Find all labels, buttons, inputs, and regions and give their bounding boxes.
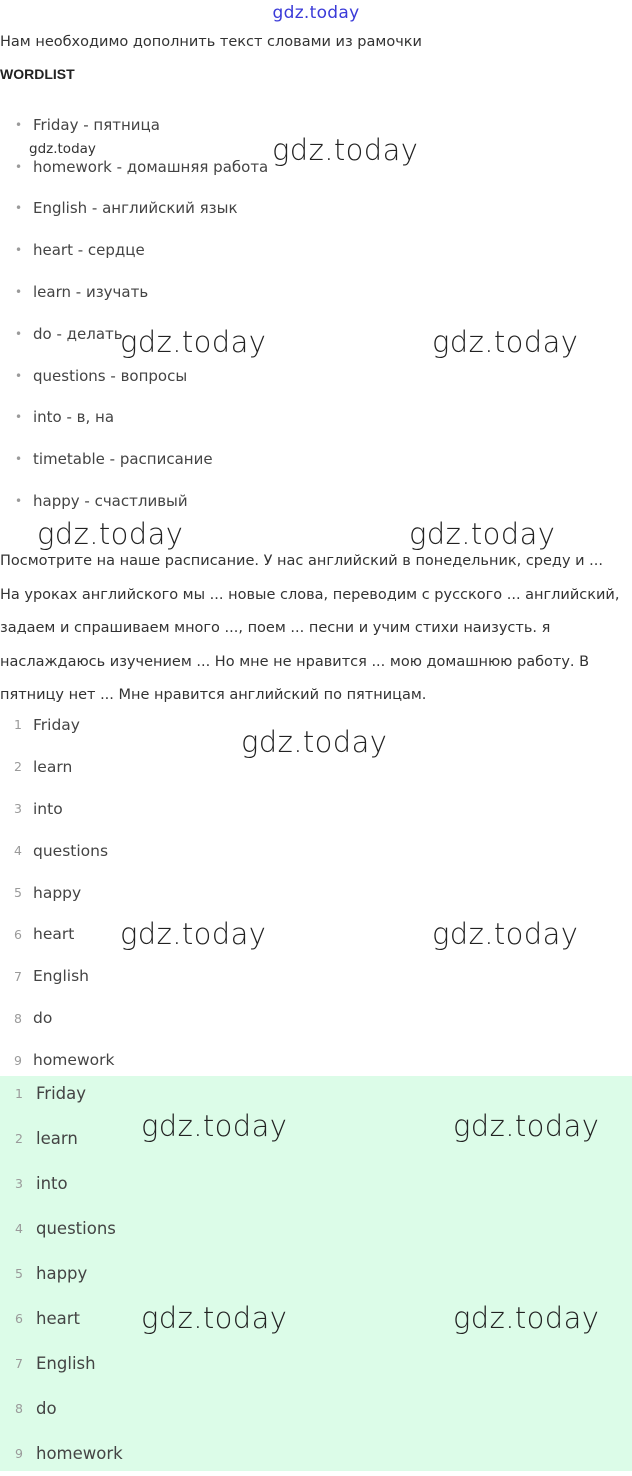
task-text-line: На уроках английского мы ... новые слова, переводим с русского ... английский, (0, 586, 620, 603)
item-number: 6 (15, 1311, 23, 1326)
bullet-icon: • (15, 243, 23, 258)
answer-word: do (36, 1399, 57, 1418)
answer-word: Friday (33, 715, 80, 734)
item-number: 4 (14, 843, 22, 859)
answer-word: learn (33, 757, 73, 776)
answer-word: heart (33, 925, 75, 944)
list-item (0, 229, 268, 271)
list-item (0, 955, 114, 997)
item-number: 8 (14, 1010, 22, 1026)
task-text-line: наслаждаюсь изучением ... Но мне не нравится ... мою домашнюю работу. В (0, 653, 590, 670)
wordlist-entry: learn - изучать (33, 283, 149, 302)
list-item (0, 480, 268, 522)
watermark: gdz.today (272, 133, 419, 167)
watermark: gdz.today (432, 917, 579, 951)
bullet-icon: • (15, 159, 23, 174)
item-number: 7 (15, 1356, 23, 1371)
list-item (0, 1386, 123, 1431)
bullet-icon: • (15, 326, 23, 341)
site-logo[interactable]: gdz.today (272, 3, 360, 23)
list-item (0, 188, 268, 230)
item-number: 5 (14, 885, 22, 900)
wordlist-entry: English - английский язык (33, 199, 238, 218)
list-item (0, 788, 114, 830)
watermark: gdz.today (241, 725, 388, 759)
watermark: gdz.today (432, 325, 579, 359)
item-number: 1 (14, 717, 22, 733)
task-text (0, 545, 632, 713)
item-number: 3 (15, 1176, 23, 1191)
wordlist-entry: questions - вопросы (33, 366, 188, 385)
answer-word: homework (36, 1444, 123, 1463)
item-number: 3 (14, 801, 22, 817)
watermark: gdz.today (37, 517, 184, 551)
list-item (0, 1206, 123, 1251)
item-number: 5 (15, 1266, 23, 1281)
list-item (0, 438, 268, 480)
highlighted-answer-list (0, 1071, 123, 1476)
watermark: gdz.today (409, 517, 556, 551)
wordlist-entry: heart - сердце (33, 241, 145, 260)
answer-word: into (36, 1174, 68, 1193)
answer-list (0, 704, 114, 1081)
list-item (0, 704, 114, 746)
list-item (0, 397, 268, 439)
list-item (0, 830, 114, 872)
list-item (0, 313, 268, 355)
list-item (0, 997, 114, 1039)
item-number: 6 (14, 926, 22, 942)
wordlist-entry: homework - домашняя работа (33, 157, 269, 176)
wordlist (0, 104, 268, 522)
item-number: 1 (15, 1086, 23, 1101)
list-item (0, 1341, 123, 1386)
list-item (0, 1296, 123, 1341)
answer-word: learn (36, 1129, 78, 1148)
item-number: 2 (14, 759, 22, 775)
answer-word: English (33, 967, 89, 986)
bullet-icon: • (15, 494, 23, 509)
task-text-line: задаем и спрашиваем много ..., поем ... песни и учим стихи наизусть. я (0, 620, 551, 636)
item-number: 8 (15, 1401, 23, 1416)
watermark: gdz.today (120, 325, 267, 359)
watermark: gdz.today (141, 1301, 288, 1335)
wordlist-entry: do - делать (33, 324, 123, 343)
watermark: gdz.today (141, 1109, 288, 1143)
list-item (0, 1161, 123, 1206)
watermark: gdz.today (453, 1301, 600, 1335)
item-number: 7 (14, 968, 22, 984)
answer-word: homework (33, 1051, 115, 1070)
bullet-icon: • (15, 117, 23, 132)
list-item (0, 872, 114, 914)
wordlist-entry: happy - счастливый (33, 492, 188, 511)
answer-word: Friday (36, 1084, 87, 1103)
wordlist-entry: into - в, на (33, 408, 115, 427)
task-text-line: пятницу нет ... Мне нравится английский по пятницам. (0, 687, 427, 703)
answer-word: English (36, 1354, 96, 1373)
answer-word: do (33, 1009, 53, 1028)
list-item (0, 1431, 123, 1476)
answer-word: questions (36, 1219, 116, 1238)
bullet-icon: • (15, 410, 23, 425)
answer-word: happy (36, 1264, 88, 1283)
list-item (0, 746, 114, 788)
watermark-small: gdz.today (29, 141, 96, 157)
list-item (0, 104, 268, 146)
item-number: 2 (15, 1131, 23, 1146)
bullet-icon: • (15, 368, 23, 383)
item-number: 9 (15, 1446, 23, 1461)
task-text-line: Посмотрите на наше расписание. У нас английский в понедельник, среду и ... (0, 553, 604, 569)
list-item (0, 1251, 123, 1296)
wordlist-entry: timetable - расписание (33, 450, 213, 469)
task-instruction: Нам необходимо дополнить текст словами из рамочки (0, 34, 422, 50)
watermark: gdz.today (120, 917, 267, 951)
item-number: 9 (14, 1052, 22, 1068)
bullet-icon: • (15, 452, 23, 467)
bullet-icon: • (15, 201, 23, 216)
list-item (0, 271, 268, 313)
list-item (0, 913, 114, 955)
item-number: 4 (15, 1221, 23, 1236)
answer-word: questions (33, 841, 109, 860)
wordlist-entry: Friday - пятница (33, 115, 160, 134)
list-item (0, 1116, 123, 1161)
list-item (0, 1071, 123, 1116)
answer-word: heart (36, 1309, 80, 1328)
answer-word: happy (33, 883, 82, 902)
list-item (0, 355, 268, 397)
bullet-icon: • (15, 285, 23, 300)
wordlist-heading: WORDLIST (0, 66, 75, 82)
answer-word: into (33, 799, 63, 818)
watermark: gdz.today (453, 1109, 600, 1143)
